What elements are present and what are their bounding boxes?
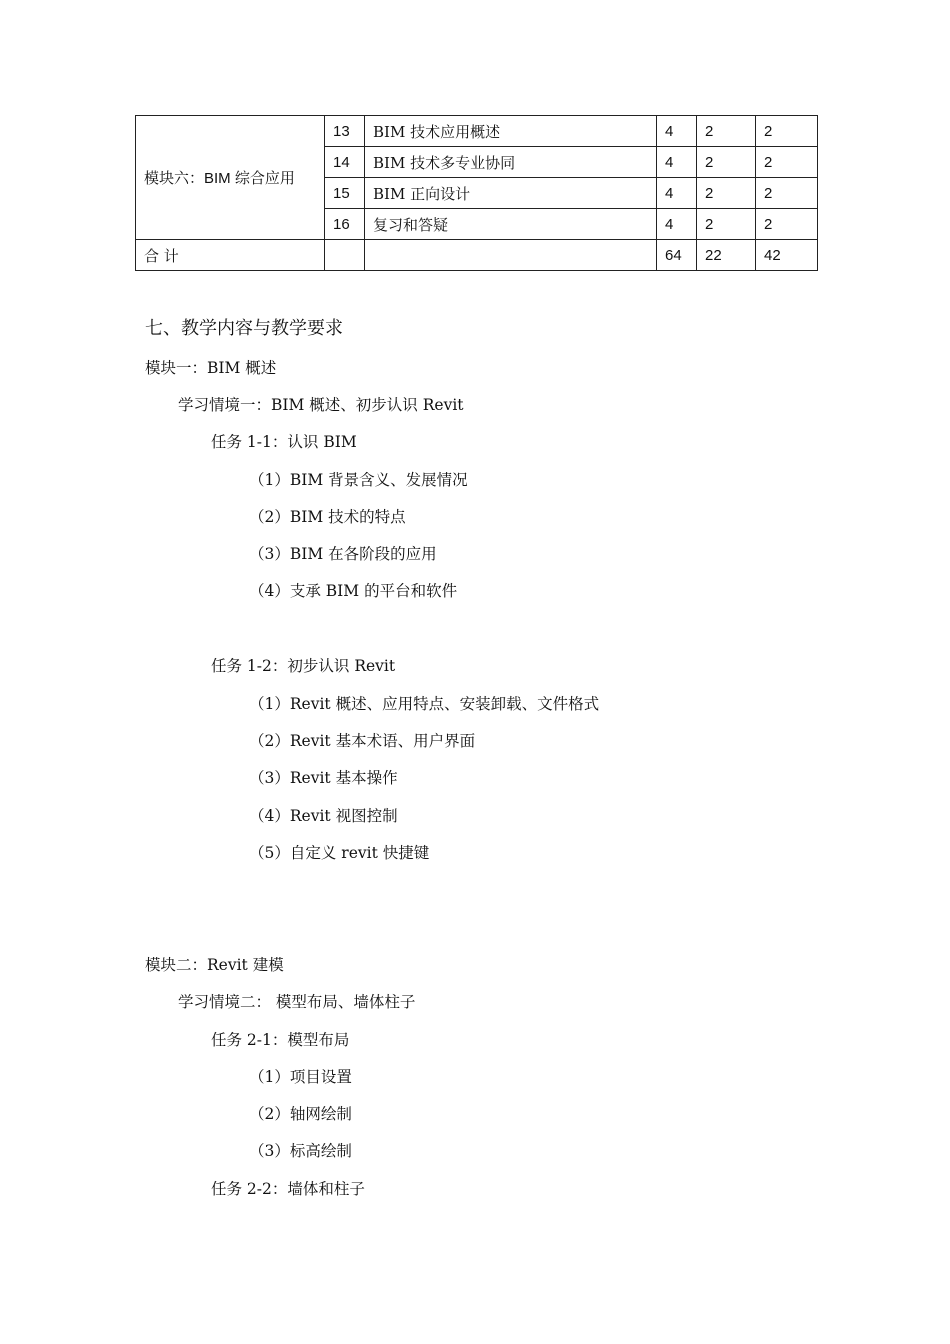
task-1-2-item: （3）Revit 基本操作	[249, 769, 398, 787]
sum-label: 合 计	[136, 240, 325, 271]
section-heading: 七、教学内容与教学要求	[145, 318, 343, 339]
task-1-1-item: （2）BIM 技术的特点	[249, 508, 406, 526]
task-2-1-item: （3）标高绘制	[249, 1142, 352, 1160]
total-hours: 4	[657, 209, 697, 240]
lesson-topic: BIM 正向设计	[365, 178, 657, 209]
practice-hours: 2	[756, 147, 818, 178]
task-1-1-item: （1）BIM 背景含义、发展情况	[249, 471, 468, 489]
task-2-1-title: 任务 2-1：模型布局	[211, 1031, 350, 1049]
situation-two-title: 学习情境二： 模型布局、墙体柱子	[178, 993, 416, 1011]
lesson-number: 15	[325, 178, 365, 209]
sum-theory-hours: 22	[697, 240, 756, 271]
practice-hours: 2	[756, 178, 818, 209]
lesson-number: 14	[325, 147, 365, 178]
theory-hours: 2	[697, 178, 756, 209]
task-1-1-item: （4）支承 BIM 的平台和软件	[249, 582, 458, 600]
lesson-topic: BIM 技术多专业协同	[365, 147, 657, 178]
module-one-title: 模块一：BIM 概述	[145, 359, 277, 377]
module-two-title: 模块二：Revit 建模	[145, 956, 284, 974]
task-2-1-item: （1）项目设置	[249, 1068, 352, 1086]
task-2-1-item: （2）轴网绘制	[249, 1105, 352, 1123]
lesson-number: 16	[325, 209, 365, 240]
theory-hours: 2	[697, 209, 756, 240]
lesson-topic: BIM 技术应用概述	[365, 116, 657, 147]
task-1-2-item: （1）Revit 概述、应用特点、安装卸载、文件格式	[249, 695, 600, 713]
task-1-2-item: （2）Revit 基本术语、用户界面	[249, 732, 476, 750]
practice-hours: 2	[756, 116, 818, 147]
theory-hours: 2	[697, 147, 756, 178]
total-hours: 4	[657, 178, 697, 209]
practice-hours: 2	[756, 209, 818, 240]
empty-cell	[365, 240, 657, 271]
situation-one-title: 学习情境一：BIM 概述、初步认识 Revit	[178, 396, 464, 414]
task-1-2-item: （4）Revit 视图控制	[249, 807, 398, 825]
module-six-label: 模块六：BIM 综合应用	[136, 116, 325, 240]
task-1-2-title: 任务 1-2：初步认识 Revit	[211, 657, 396, 675]
sum-practice-hours: 42	[756, 240, 818, 271]
total-hours: 4	[657, 116, 697, 147]
lesson-topic: 复习和答疑	[365, 209, 657, 240]
lesson-number: 13	[325, 116, 365, 147]
sum-total-hours: 64	[657, 240, 697, 271]
course-schedule-table	[135, 115, 818, 271]
task-1-1-title: 任务 1-1：认识 BIM	[211, 433, 357, 451]
total-hours: 4	[657, 147, 697, 178]
table-row	[136, 116, 818, 147]
empty-cell	[325, 240, 365, 271]
table-sum-row	[136, 240, 818, 271]
task-1-2-item: （5）自定义 revit 快捷键	[249, 844, 430, 862]
task-2-2-title: 任务 2-2：墙体和柱子	[211, 1180, 365, 1198]
theory-hours: 2	[697, 116, 756, 147]
task-1-1-item: （3）BIM 在各阶段的应用	[249, 545, 437, 563]
